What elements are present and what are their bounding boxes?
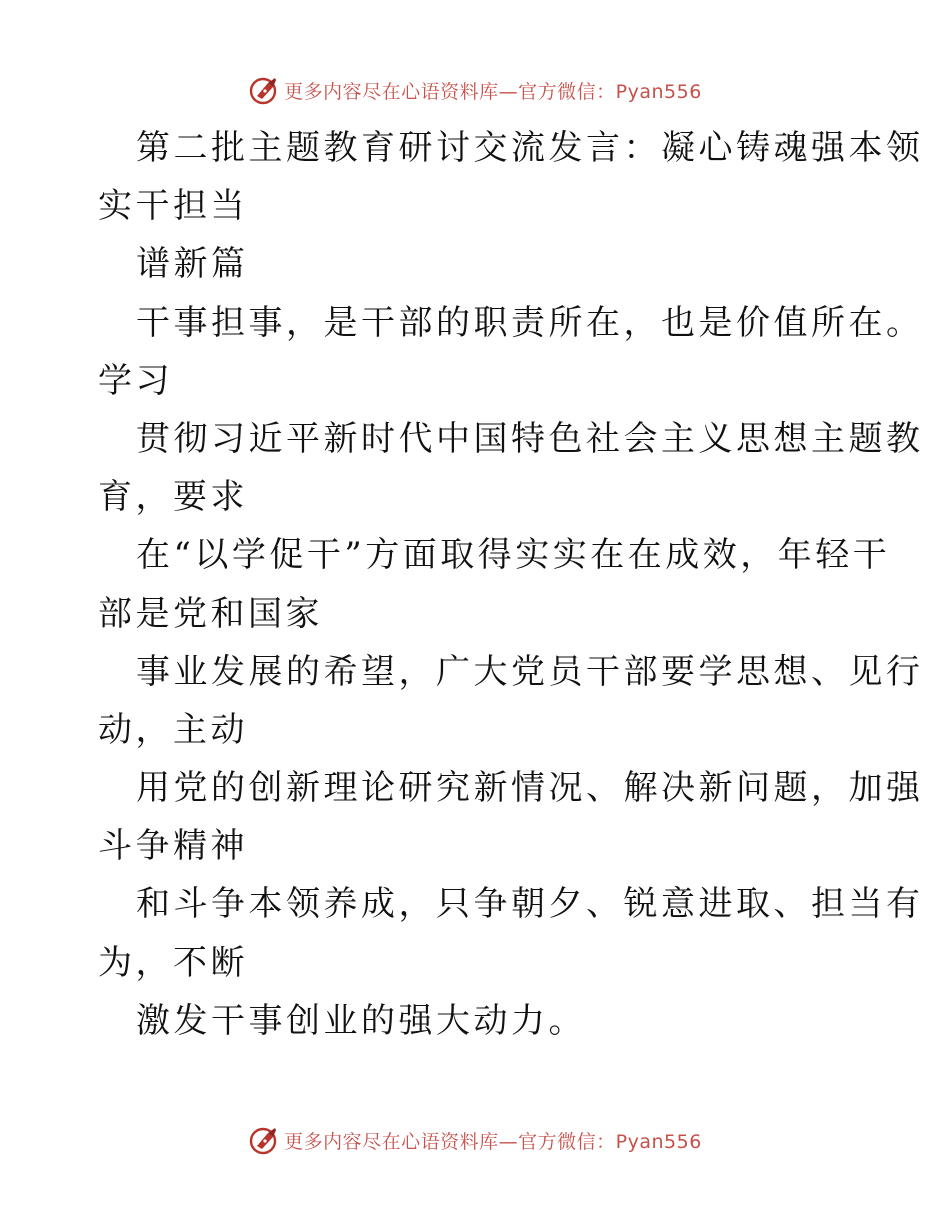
paragraph-line: 干事担事，是干部的职责所在，也是价值所在。 [136,302,924,343]
paragraph-line: 事业发展的希望，广大党员干部要学思想、见行 [136,651,924,692]
paragraph-line: 育，要求 [98,477,248,518]
footer-watermark-text: 更多内容尽在心语资料库—官方微信：Pyan556 [284,1130,702,1153]
document-body [98,119,924,1050]
paragraph-line: 动，主动 [98,709,248,750]
document-title-line-3: 谱新篇 [136,244,249,285]
paragraph-line: 和斗争本领养成，只争朝夕、锐意进取、担当有 [136,884,924,925]
document-title-line-1: 第二批主题教育研讨交流发言：凝心铸魂强本领 [136,128,924,168]
paragraph-line: 学习 [98,360,173,401]
paragraph-line: 在“以学促干”方面取得实实在在成效，年轻干 [136,535,891,576]
paragraph-line: 贯彻习近平新时代中国特色社会主义思想主题教 [136,418,924,459]
pen-nib-logo-icon [248,1124,280,1156]
document-title-line-2: 实干担当 [98,186,248,227]
paragraph-line: 部是党和国家 [98,593,323,634]
header-watermark-text: 更多内容尽在心语资料库—官方微信：Pyan556 [284,80,702,103]
footer-watermark-banner [0,1120,950,1160]
paragraph-line: 激发干事创业的强大动力。 [136,1000,586,1041]
paragraph-line: 为，不断 [98,942,248,983]
paragraph-line: 斗争精神 [98,826,248,867]
pen-nib-logo-icon [248,74,280,106]
paragraph-line: 用党的创新理论研究新情况、解决新问题，加强 [136,768,924,809]
header-watermark-banner [0,70,950,110]
